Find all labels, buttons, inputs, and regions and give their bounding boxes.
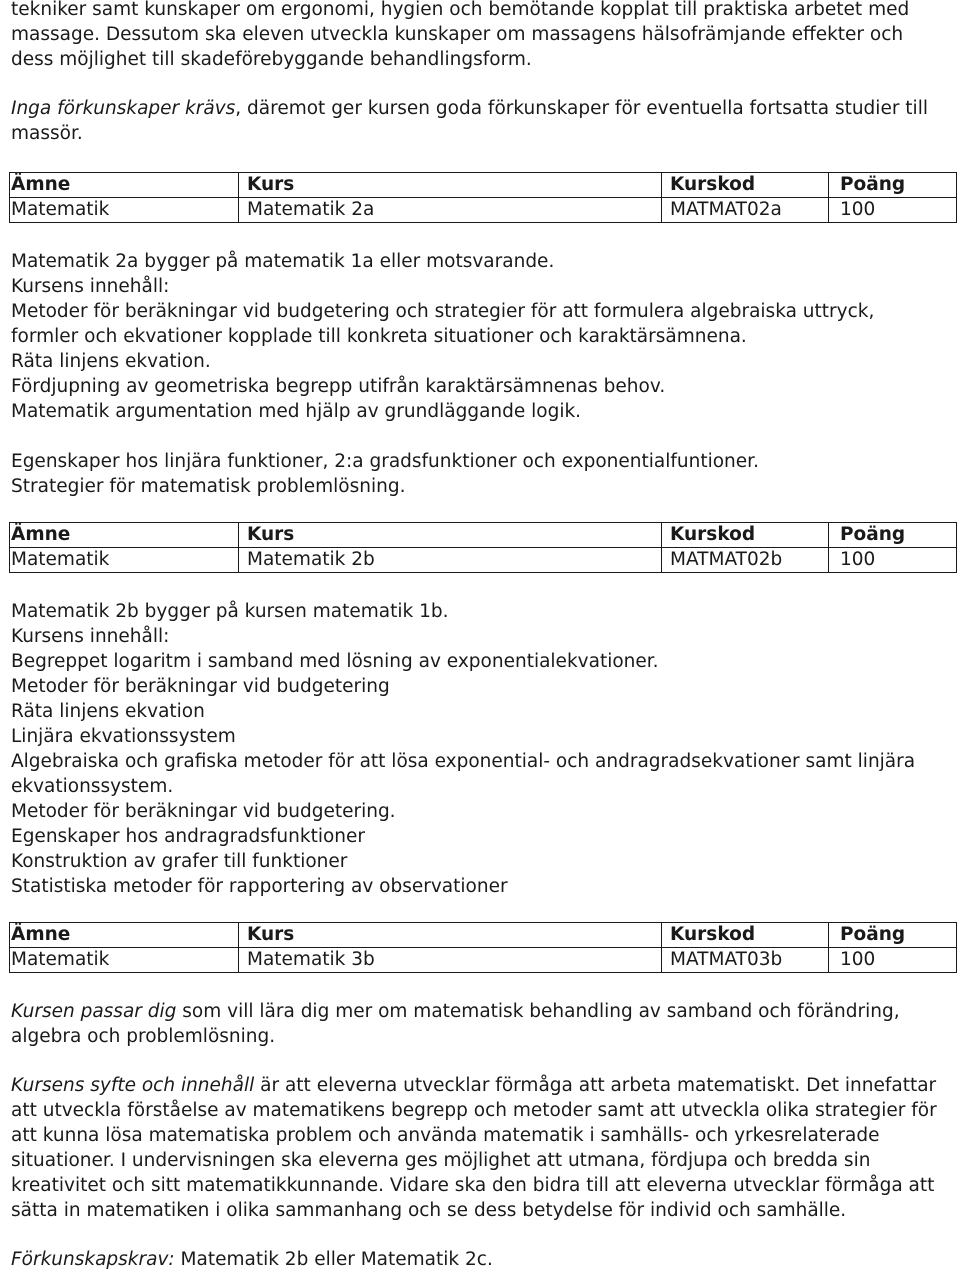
course-table-2b-wrap: [11, 522, 957, 573]
suits-label: Kursen passar dig: [11, 1001, 177, 1022]
header-subject: Ämne: [10, 173, 239, 198]
builds-on-text: Matematik 2b bygger på kursen matematik 1b.: [11, 601, 449, 622]
content-line: Algebraiska och grafiska metoder för att lösa exponential- och andragradsekvationer samt linjära: [11, 751, 916, 772]
course-table-2a: [9, 172, 957, 223]
content-label: Kursens innehåll:: [11, 276, 170, 297]
header-code: Kurskod: [662, 523, 829, 548]
purpose-line: sätta in matematiken i olika sammanhang och se dess betydelse för individ och samhälle.: [11, 1200, 847, 1221]
content-line: Matematik argumentation med hjälp av grundläggande logik.: [11, 401, 582, 422]
content-line: Statistiska metoder för rapportering av observationer: [11, 876, 508, 897]
content-line: Metoder för beräkningar vid budgetering: [11, 676, 390, 697]
header-subject: Ämne: [10, 923, 239, 948]
purpose-line: att utveckla förståelse av matematikens begrepp och metoder samt att utveckla olika strategier för: [11, 1100, 937, 1121]
header-course: Kurs: [239, 523, 662, 548]
cell-subject: Matematik: [10, 948, 239, 973]
table-row: [10, 948, 957, 973]
content-line: Metoder för beräkningar vid budgetering och strategier för att formulera algebraiska uttryck,: [11, 301, 875, 322]
course-table-2b: [9, 522, 957, 573]
header-points: Poäng: [829, 923, 957, 948]
cell-points: 100: [829, 948, 957, 973]
intro-line: massage. Dessutom ska eleven utveckla kunskaper om massagens hälsofrämjande effekter och: [11, 24, 904, 45]
intro-paragraph: [11, 0, 909, 72]
cell-code: MATMAT02b: [662, 548, 829, 573]
prerequisite-label: Inga förkunskaper krävs: [11, 98, 236, 119]
course-table-3b: [9, 922, 957, 973]
table-row: [10, 198, 957, 223]
content-line: ekvationssystem.: [11, 776, 174, 797]
header-points: Poäng: [829, 523, 957, 548]
suits-text: som vill lära dig mer om matematisk behandling av samband och förändring,: [176, 1001, 900, 1022]
header-course: Kurs: [239, 923, 662, 948]
suits-text-cont: algebra och problemlösning.: [11, 1026, 276, 1047]
cell-points: 100: [829, 198, 957, 223]
table-row: [10, 548, 957, 573]
course-table-3b-wrap: [11, 922, 957, 973]
course-2a-description: [11, 249, 874, 499]
table-header-row: [10, 523, 957, 548]
cell-course: Matematik 3b: [239, 948, 662, 973]
content-line: Räta linjens ekvation.: [11, 351, 211, 372]
builds-on-text: Matematik 2a bygger på matematik 1a eller motsvarande.: [11, 251, 555, 272]
header-points: Poäng: [829, 173, 957, 198]
purpose-line: situationer. I undervisningen ska eleverna ges möjlighet att utmana, fördjupa och bredda sin: [11, 1150, 871, 1171]
content-line: Strategier för matematisk problemlösning.: [11, 476, 406, 497]
course-2b-description: [11, 599, 915, 899]
course-3b-purpose: [11, 1073, 937, 1223]
header-code: Kurskod: [662, 923, 829, 948]
header-course: Kurs: [239, 173, 662, 198]
prerequisite-label: Förkunskapskrav:: [11, 1249, 175, 1270]
intro-prerequisite: [11, 96, 928, 146]
prerequisite-text: , däremot ger kursen goda förkunskaper för eventuella fortsatta studier till: [235, 98, 928, 119]
prerequisite-text-cont: massör.: [11, 123, 83, 144]
cell-code: MATMAT03b: [662, 948, 829, 973]
table-header-row: [10, 923, 957, 948]
content-line: Begreppet logaritm i samband med lösning av exponentialekvationer.: [11, 651, 659, 672]
purpose-label: Kursens syfte och innehåll: [11, 1075, 255, 1096]
content-line: Fördjupning av geometriska begrepp utifrån karaktärsämnenas behov.: [11, 376, 666, 397]
content-line: Egenskaper hos andragradsfunktioner: [11, 826, 365, 847]
cell-code: MATMAT02a: [662, 198, 829, 223]
header-subject: Ämne: [10, 523, 239, 548]
purpose-text: är att eleverna utvecklar förmåga att arbeta matematiskt. Det innefattar: [254, 1075, 937, 1096]
cell-course: Matematik 2b: [239, 548, 662, 573]
cell-subject: Matematik: [10, 548, 239, 573]
intro-line: tekniker samt kunskaper om ergonomi, hygien och bemötande kopplat till praktiska arbetet med: [11, 0, 910, 20]
course-3b-suits: [11, 999, 900, 1049]
content-line: Räta linjens ekvation: [11, 701, 205, 722]
cell-points: 100: [829, 548, 957, 573]
purpose-line: att kunna lösa matematiska problem och använda matematik i samhälls- och yrkesrelaterade: [11, 1125, 880, 1146]
course-table-2a-wrap: [11, 172, 957, 223]
purpose-line: kreativitet och sitt matematikkunnande. Vidare ska den bidra till att eleverna utvecklar förmåga att: [11, 1175, 935, 1196]
content-line: formler och ekvationer kopplade till konkreta situationer och karaktärsämnena.: [11, 326, 747, 347]
cell-subject: Matematik: [10, 198, 239, 223]
prerequisite-text: Matematik 2b eller Matematik 2c.: [174, 1249, 493, 1270]
content-line: Linjära ekvationssystem: [11, 726, 236, 747]
cell-course: Matematik 2a: [239, 198, 662, 223]
header-code: Kurskod: [662, 173, 829, 198]
content-line: Konstruktion av grafer till funktioner: [11, 851, 348, 872]
course-3b-prerequisite: [11, 1247, 493, 1272]
content-line: Egenskaper hos linjära funktioner, 2:a gradsfunktioner och exponentialfuntioner.: [11, 451, 759, 472]
content-label: Kursens innehåll:: [11, 626, 170, 647]
table-header-row: [10, 173, 957, 198]
content-line: Metoder för beräkningar vid budgetering.: [11, 801, 396, 822]
intro-line: dess möjlighet till skadeförebyggande behandlingsform.: [11, 49, 532, 70]
